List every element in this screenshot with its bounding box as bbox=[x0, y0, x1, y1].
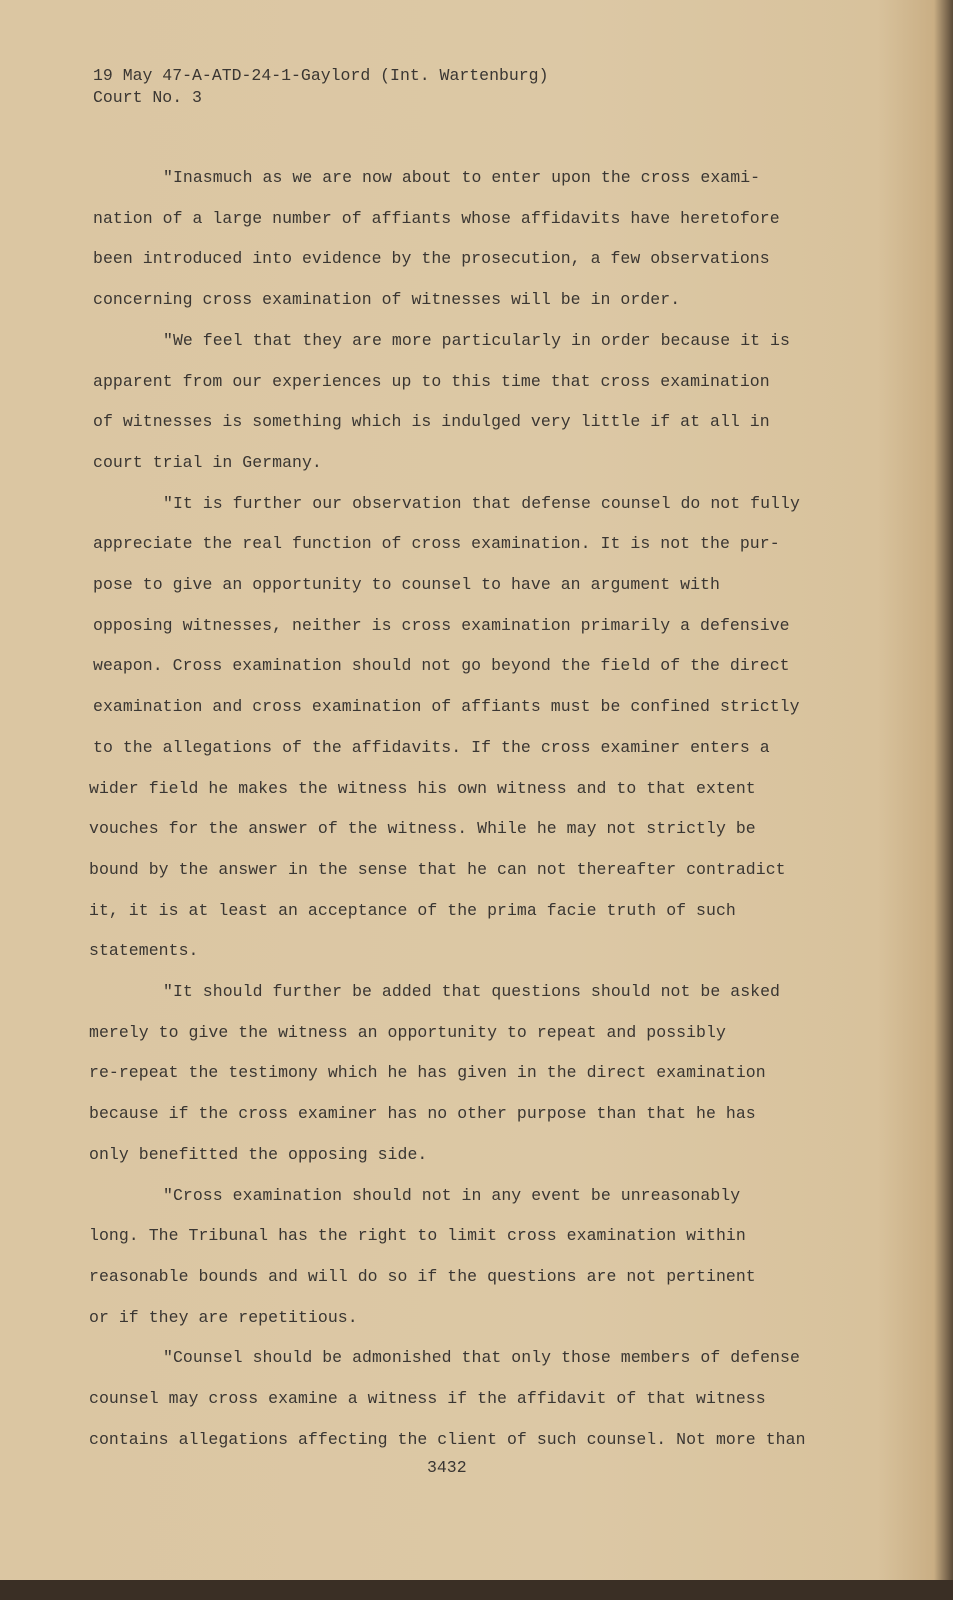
text-line: reasonable bounds and will do so if the questions are not pertinent bbox=[89, 1266, 756, 1286]
text-line: merely to give the witness an opportunity to repeat and possibly bbox=[89, 1022, 726, 1042]
text-line: vouches for the answer of the witness. While he may not strictly be bbox=[89, 819, 756, 839]
text-line: it, it is at least an acceptance of the prima facie truth of such bbox=[89, 900, 736, 920]
scan-edge bbox=[0, 1580, 953, 1600]
text-line: bound by the answer in the sense that he can not thereafter contradict bbox=[89, 859, 786, 879]
text-line: or if they are repetitious. bbox=[89, 1307, 358, 1327]
text-line: counsel may cross examine a witness if the affidavit of that witness bbox=[89, 1389, 766, 1408]
text-line: of witnesses is something which is indulged very little if at all in bbox=[93, 412, 770, 432]
text-line: appreciate the real function of cross examination. It is not the pur- bbox=[93, 534, 780, 554]
text-line: wider field he makes the witness his own witness and to that extent bbox=[89, 778, 756, 798]
text-line: statements. bbox=[89, 941, 199, 961]
text-line: long. The Tribunal has the right to limit cross examination within bbox=[89, 1226, 746, 1246]
text-line: "We feel that they are more particularly in order because it is bbox=[163, 330, 790, 350]
text-line: contains allegations affecting the client of such counsel. Not more than bbox=[89, 1429, 806, 1449]
text-line: because if the cross examiner has no other purpose than that he has bbox=[89, 1104, 756, 1124]
text-line: only benefitted the opposing side. bbox=[89, 1144, 428, 1164]
text-line: re-repeat the testimony which he has given in the direct examination bbox=[89, 1063, 766, 1083]
text-line: concerning cross examination of witnesses will be in order. bbox=[93, 290, 681, 310]
text-line: weapon. Cross examination should not go beyond the field of the direct bbox=[93, 656, 790, 676]
text-line: nation of a large number of affiants whose affidavits have heretofore bbox=[93, 208, 780, 228]
text-line: court trial in Germany. bbox=[93, 452, 322, 472]
text-line: to the allegations of the affidavits. If the cross examiner enters a bbox=[93, 737, 770, 757]
header-court-line: Court No. 3 bbox=[93, 88, 202, 107]
text-line: opposing witnesses, neither is cross examination primarily a defensive bbox=[93, 615, 790, 635]
text-line: "It should further be added that questions should not be asked bbox=[163, 982, 780, 1001]
text-line: pose to give an opportunity to counsel to have an argument with bbox=[93, 575, 720, 594]
page-number: 3432 bbox=[427, 1458, 467, 1477]
text-line: "It is further our observation that defense counsel do not fully bbox=[163, 493, 800, 513]
header-case-line: 19 May 47-A-ATD-24-1-Gaylord (Int. Wartenburg) bbox=[93, 66, 549, 85]
text-line: "Counsel should be admonished that only those members of defense bbox=[163, 1348, 800, 1368]
text-line: examination and cross examination of affiants must be confined strictly bbox=[93, 697, 800, 717]
text-line: been introduced into evidence by the prosecution, a few observations bbox=[93, 249, 770, 269]
text-line: "Cross examination should not in any event be unreasonably bbox=[163, 1185, 741, 1205]
text-line: apparent from our experiences up to this time that cross examination bbox=[93, 371, 770, 391]
text-line: "Inasmuch as we are now about to enter upon the cross exami- bbox=[163, 168, 761, 187]
